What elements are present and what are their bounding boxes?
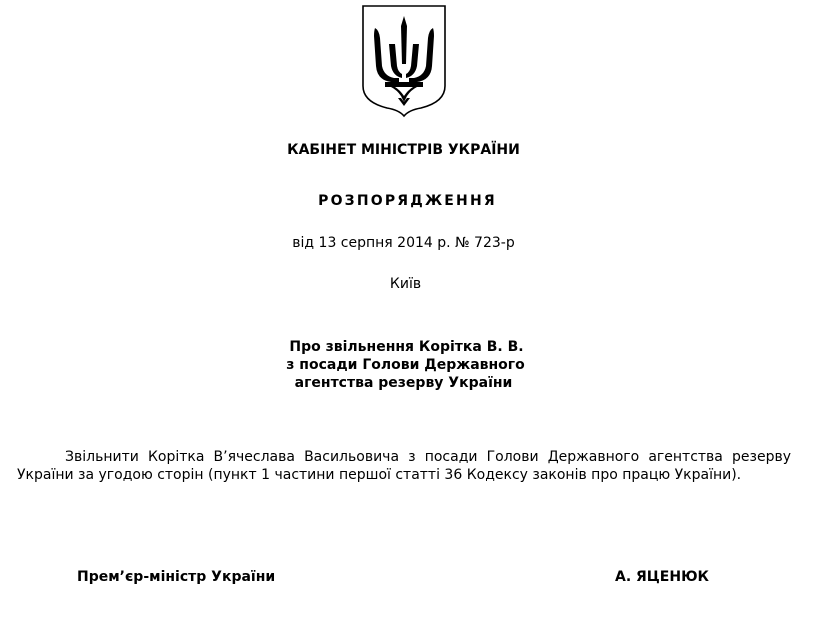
subject-line: агентства резерву України: [294, 375, 513, 391]
document-date-number: від 13 серпня 2014 р. № 723-р: [292, 235, 515, 251]
body-paragraph-line: України за угодою сторін (пункт 1 частини першої статті 36 Кодексу законів про працю України).: [17, 467, 742, 483]
issuing-authority: КАБІНЕТ МІНІСТРІВ УКРАЇНИ: [287, 142, 520, 158]
body-paragraph-line: Звільнити Корітка В’ячеслава Васильовича з посади Голови Державного агентства резерву: [65, 449, 791, 465]
coat-of-arms-of-ukraine-icon: [361, 4, 447, 118]
coat-of-arms-emblem: [361, 4, 447, 118]
subject-line: Про звільнення Корітка В. В.: [289, 339, 524, 355]
signatory-name: А. ЯЦЕНЮК: [615, 569, 709, 585]
document-subject: [0, 338, 813, 392]
document-type-title: РОЗПОРЯДЖЕННЯ: [318, 193, 497, 209]
signatory-title: Прем’єр-міністр України: [77, 569, 276, 585]
document-city: Київ: [389, 276, 422, 292]
subject-line: з посади Голови Державного: [286, 357, 525, 373]
document-body: [17, 448, 791, 484]
